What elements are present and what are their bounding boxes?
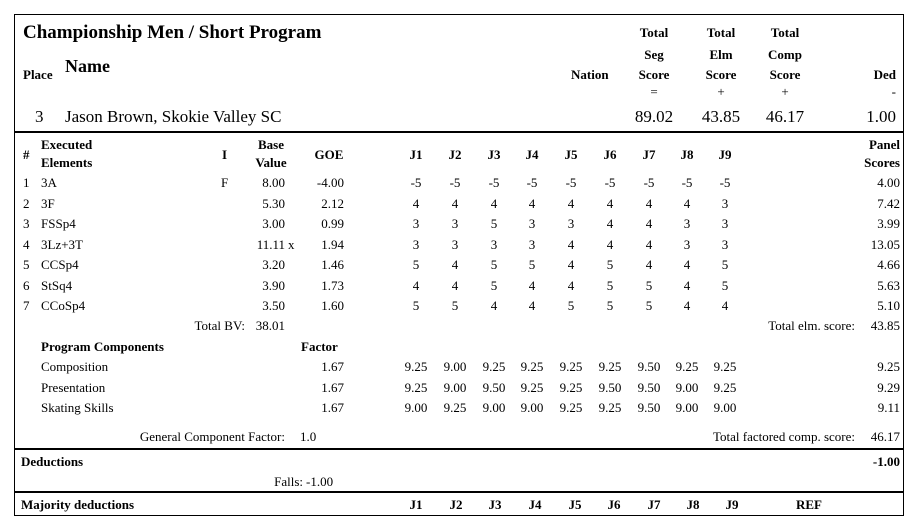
element-judge-score-4: 3 — [528, 216, 536, 231]
component-factor: 1.67 — [321, 400, 344, 415]
judge-header-3: J3 — [487, 147, 501, 162]
element-panel-score: 3.99 — [877, 216, 900, 231]
element-goe: 0.99 — [321, 216, 344, 231]
majority-judge-9: J9 — [725, 497, 739, 512]
component-judge-score-7: 9.50 — [637, 379, 661, 395]
components-title: Program Components — [41, 339, 164, 354]
judge-header-5: J5 — [564, 147, 578, 162]
majority-judge-8: J8 — [686, 497, 700, 512]
element-judge-score-3: 3 — [490, 236, 498, 252]
component-judge-score-5: 9.25 — [559, 400, 583, 415]
element-judge-score-6: 4 — [606, 216, 614, 231]
element-judge-score-5: 5 — [567, 298, 575, 313]
element-judge-score-2: 3 — [451, 236, 459, 252]
gcf-label: General Component Factor: — [139, 429, 285, 444]
element-judge-score-1: 3 — [412, 216, 420, 231]
element-judge-score-1: 3 — [412, 236, 420, 252]
element-score: 43.85 — [701, 107, 741, 126]
element-judge-score-8: 4 — [683, 195, 691, 211]
element-panel-score: 5.10 — [877, 298, 900, 313]
element-judge-score-5: -5 — [565, 175, 577, 190]
majority-judge-1: J1 — [409, 497, 423, 512]
element-panel-score: 5.63 — [877, 277, 900, 293]
event-title: Championship Men / Short Program — [23, 22, 322, 43]
element-judge-score-7: 5 — [645, 298, 653, 313]
component-judge-score-2: 9.00 — [443, 379, 467, 395]
element-judge-score-8: 3 — [683, 236, 691, 252]
component-judge-score-4: 9.25 — [520, 359, 544, 374]
element-panel-score: 7.42 — [877, 195, 900, 211]
majority-title: Majority deductions — [21, 497, 135, 512]
goe-header: GOE — [314, 147, 344, 162]
element-judge-score-2: 3 — [451, 216, 459, 231]
component-judge-score-6: 9.25 — [598, 359, 622, 374]
element-goe: 2.12 — [321, 195, 344, 211]
gcf-value: 1.0 — [300, 429, 317, 444]
component-judge-score-9: 9.25 — [713, 359, 737, 374]
element-goe: 1.60 — [321, 298, 344, 313]
element-judge-score-7: 4 — [645, 236, 653, 252]
element-judge-score-1: -5 — [410, 175, 422, 190]
component-judge-score-7: 9.50 — [637, 359, 661, 374]
component-panel-score: 9.25 — [877, 359, 900, 374]
element-judge-score-2: 5 — [451, 298, 459, 313]
divider-summary — [15, 131, 903, 133]
majority-judge-3: J3 — [488, 497, 502, 512]
deductions-title: Deductions — [21, 454, 84, 469]
element-judge-score-9: 4 — [721, 298, 729, 313]
element-judge-score-3: 5 — [490, 216, 498, 231]
segment-score: 89.02 — [634, 107, 674, 126]
majority-judge-4: J4 — [528, 497, 542, 512]
majority-judge-6: J6 — [607, 497, 621, 512]
element-judge-score-9: 5 — [721, 277, 729, 293]
component-panel-score: 9.29 — [877, 379, 900, 395]
base-header-2: Value — [255, 155, 287, 170]
judge-header-6: J6 — [603, 147, 617, 162]
element-judge-score-3: -5 — [488, 175, 500, 190]
total-comp-value: 46.17 — [870, 429, 900, 444]
element-base-value: 3.90 — [262, 277, 285, 293]
component-judge-score-4: 9.00 — [520, 400, 544, 415]
component-judge-score-1: 9.25 — [404, 359, 428, 374]
element-judge-score-6: 4 — [606, 195, 614, 211]
element-goe: -4.00 — [316, 175, 344, 190]
element-base-value: 3.20 — [262, 257, 285, 272]
component-judge-score-3: 9.25 — [482, 359, 506, 374]
element-number: 7 — [23, 298, 30, 313]
element-judge-score-7: 4 — [645, 195, 653, 211]
component-factor: 1.67 — [321, 359, 344, 374]
total-comp-label: Total factored comp. score: — [712, 429, 855, 444]
element-judge-score-3: 5 — [490, 257, 498, 272]
total-element-value: 43.85 — [870, 318, 900, 333]
component-factor: 1.67 — [321, 379, 344, 395]
component-judge-score-1: 9.25 — [404, 379, 428, 395]
component-judge-score-6: 9.25 — [598, 400, 622, 415]
element-judge-score-7: 4 — [645, 257, 653, 272]
component-judge-score-8: 9.25 — [675, 359, 699, 374]
total-element-label: Total elm. score: — [768, 318, 855, 333]
element-name: 3Lz+3T — [41, 236, 83, 252]
total-bv-value: 38.01 — [255, 318, 285, 333]
element-base-value: 3.00 — [262, 216, 285, 231]
element-panel-score: 4.00 — [877, 175, 900, 190]
element-judge-score-9: 5 — [721, 257, 729, 272]
element-base-value: 11.11 — [256, 236, 285, 252]
element-judge-score-8: -5 — [681, 175, 693, 190]
skater-name: Jason Brown, Skokie Valley SC — [65, 107, 282, 126]
element-number: 1 — [23, 175, 30, 190]
element-number: 5 — [23, 257, 30, 272]
judge-header-4: J4 — [525, 147, 539, 162]
element-judge-score-4: 5 — [528, 257, 536, 272]
element-goe: 1.46 — [321, 257, 344, 272]
majority-judge-5: J5 — [568, 497, 582, 512]
component-judge-score-9: 9.00 — [713, 400, 737, 415]
panel-header-2: Scores — [864, 155, 900, 170]
component-judge-score-2: 9.25 — [443, 400, 467, 415]
element-number: 6 — [23, 277, 30, 293]
element-judge-score-1: 4 — [412, 277, 420, 293]
divider-deductions — [15, 448, 903, 450]
element-name: 3F — [41, 195, 55, 211]
element-judge-score-3: 4 — [490, 195, 498, 211]
judge-header-9: J9 — [718, 147, 732, 162]
place-header: Place — [23, 67, 53, 82]
element-judge-score-2: -5 — [449, 175, 461, 190]
element-judge-score-5: 4 — [567, 277, 575, 293]
element-judge-score-8: 4 — [683, 298, 691, 313]
element-judge-score-9: 3 — [721, 216, 729, 231]
element-judge-score-4: 3 — [528, 236, 536, 252]
component-judge-score-3: 9.50 — [482, 379, 506, 395]
element-judge-score-7: 4 — [645, 216, 653, 231]
element-panel-score: 4.66 — [877, 257, 900, 272]
name-header: Name — [65, 56, 110, 76]
component-judge-score-8: 9.00 — [675, 400, 699, 415]
element-judge-score-8: 4 — [683, 277, 691, 293]
element-judge-score-2: 4 — [451, 277, 459, 293]
deduction-score: 1.00 — [866, 107, 896, 126]
majority-judge-7: J7 — [647, 497, 661, 512]
element-number: 4 — [23, 236, 30, 252]
element-judge-score-8: 3 — [683, 216, 691, 231]
info-header: I — [222, 147, 228, 162]
element-name: StSq4 — [41, 277, 73, 293]
element-base-value: 3.50 — [262, 298, 285, 313]
component-judge-score-6: 9.50 — [598, 379, 622, 395]
element-judge-score-3: 4 — [490, 298, 498, 313]
num-header: # — [23, 147, 30, 162]
element-name: CCSp4 — [41, 257, 79, 272]
element-judge-score-6: 5 — [606, 277, 614, 293]
element-judge-score-2: 4 — [451, 195, 459, 211]
element-judge-score-4: 4 — [528, 277, 536, 293]
element-judge-score-9: -5 — [719, 175, 731, 190]
element-name: FSSp4 — [41, 216, 76, 231]
protocol-sheet: Championship Men / Short Program Place Name Nation Total Seg Score = Total Elm Score + Total Comp Score + Ded - 3 Jason Brown, Skokie Valley SC 89.02 43.85 46.17 1.00 # Executed Elements I Base Value GOE J1 J2 J3 J4 J5 J6 J7 J8 J9 Panel Scores 1 3A F 8.00 -4.00 -5 -5 -5 -5 -5 -5 -5 -5 -5 4.00 2 3F 5.30 2.12 4 4 4 4 4 4 4 4 3 7.42 3 FSSp4 3.00 0.99 3 3 5 3 3 4 4 3 3 3.99 4 3Lz+3T 11.11 x 1.94 3 3 3 3 4 4 4 3 3 13.05 5 CCSp4 3.20 1.46 5 4 5 5 4 5 4 4 5 4.66 6 StSq4 3.90 1.73 4 4 5 4 4 5 5 4 5 5.63 7 CCoSp4 3.50 1.60 5 5 4 4 5 5 5 4 4 5.10 Total BV: 38.01 Total elm. score: 43.85 Program Components Factor Composition 1.67 9.25 9.00 9.25 9.25 9.25 9.25 9.50 9.25 9.25 9.25 Presentation 1.67 9.25 9.00 9.50 9.25 9.25 9.50 9.50 9.00 9.25 9.29 Skating Skills 1.67 9.00 9.25 9.00 9.00 9.25 9.25 9.50 9.00 9.00 9.11 General Component Factor: 1.0 Total factored comp. score: 46.17 Deductions -1.00 Falls: -1.00 Majority deductions J1 J2 J3 J4 J5 J6 J7 J8 J9 REF — [14, 14, 904, 516]
judge-header-2: J2 — [448, 147, 462, 162]
component-judge-score-3: 9.00 — [482, 400, 506, 415]
divider-majority — [15, 491, 903, 493]
element-judge-score-1: 5 — [412, 298, 420, 313]
component-judge-score-5: 9.25 — [559, 359, 583, 374]
element-name: 3A — [41, 175, 57, 190]
element-number: 3 — [23, 216, 30, 231]
executed-header-2: Elements — [41, 155, 93, 170]
element-base-value: 5.30 — [262, 195, 285, 211]
element-judge-score-5: 4 — [567, 236, 575, 252]
deductions-total: -1.00 — [872, 454, 900, 469]
element-judge-score-4: -5 — [526, 175, 538, 190]
element-judge-score-6: 4 — [606, 236, 614, 252]
falls-value: -1.00 — [306, 474, 334, 489]
component-name: Composition — [41, 359, 109, 374]
panel-header-1: Panel — [868, 137, 900, 152]
element-judge-score-6: -5 — [604, 175, 616, 190]
element-judge-score-5: 3 — [567, 216, 575, 231]
element-base-value: 8.00 — [262, 175, 285, 190]
judge-header-8: J8 — [680, 147, 694, 162]
component-judge-score-4: 9.25 — [520, 379, 544, 395]
referee-header: REF — [796, 497, 822, 512]
element-judge-score-5: 4 — [567, 195, 575, 211]
element-bonus-mark: x — [288, 236, 295, 252]
element-judge-score-8: 4 — [683, 257, 691, 272]
component-panel-score: 9.11 — [877, 400, 900, 415]
falls-label: Falls: — [274, 474, 303, 489]
component-judge-score-9: 9.25 — [713, 379, 737, 395]
component-name: Skating Skills — [41, 400, 114, 415]
element-number: 2 — [23, 195, 30, 211]
component-judge-score-7: 9.50 — [637, 400, 661, 415]
judge-header-7: J7 — [642, 147, 656, 162]
nation-header: Nation — [571, 67, 609, 82]
factor-header: Factor — [301, 339, 338, 354]
component-judge-score-8: 9.00 — [675, 379, 699, 395]
element-judge-score-6: 5 — [606, 298, 614, 313]
element-judge-score-7: -5 — [643, 175, 655, 190]
base-header-1: Base — [258, 137, 284, 152]
element-judge-score-1: 5 — [412, 257, 420, 272]
element-goe: 1.73 — [321, 277, 344, 293]
element-info: F — [221, 175, 229, 190]
element-judge-score-4: 4 — [528, 298, 536, 313]
element-judge-score-9: 3 — [721, 236, 729, 252]
element-judge-score-1: 4 — [412, 195, 420, 211]
component-score: 46.17 — [765, 107, 805, 126]
judge-header-1: J1 — [409, 147, 423, 162]
component-judge-score-1: 9.00 — [404, 400, 428, 415]
element-judge-score-2: 4 — [451, 257, 459, 272]
component-judge-score-5: 9.25 — [559, 379, 583, 395]
element-judge-score-6: 5 — [606, 257, 614, 272]
element-panel-score: 13.05 — [870, 236, 900, 252]
executed-header-1: Executed — [41, 137, 93, 152]
element-name: CCoSp4 — [41, 298, 86, 313]
majority-judge-2: J2 — [449, 497, 463, 512]
element-judge-score-3: 5 — [490, 277, 498, 293]
element-judge-score-4: 4 — [528, 195, 536, 211]
total-bv-label: Total BV: — [194, 318, 245, 333]
component-name: Presentation — [41, 379, 106, 395]
element-judge-score-5: 4 — [567, 257, 575, 272]
component-judge-score-2: 9.00 — [443, 359, 467, 374]
element-goe: 1.94 — [321, 236, 344, 252]
element-judge-score-7: 5 — [645, 277, 653, 293]
skater-place: 3 — [35, 107, 44, 126]
element-judge-score-9: 3 — [721, 195, 729, 211]
